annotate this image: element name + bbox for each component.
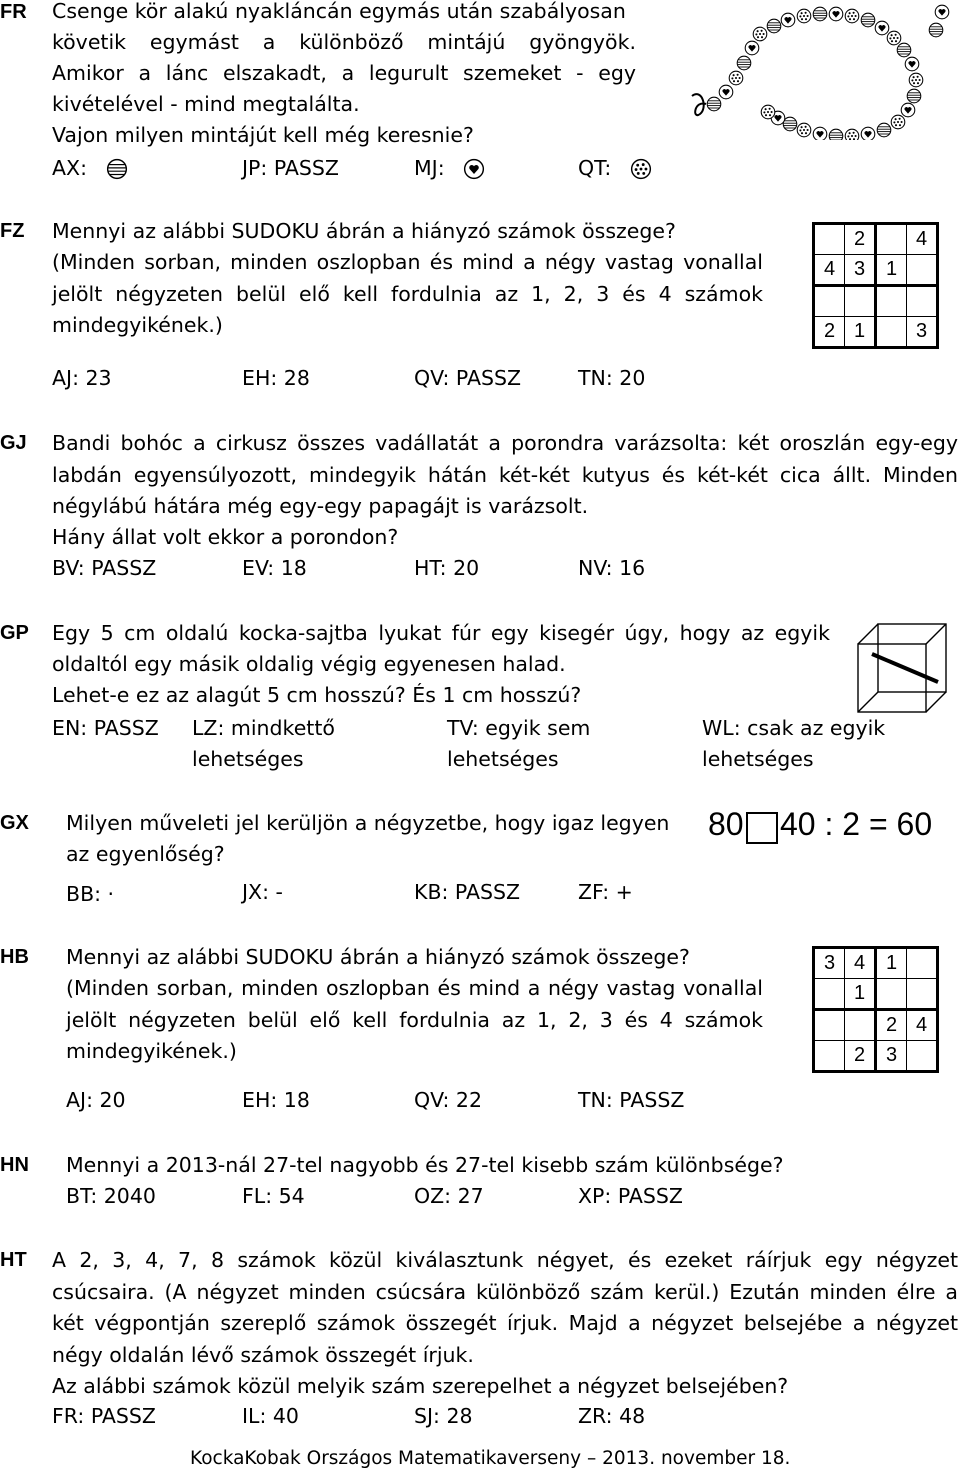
sudoku-cell [814,1041,845,1072]
dotted-bead-icon [630,158,652,180]
sudoku-cell [907,1041,938,1072]
answer-option: JP: PASSZ [242,156,339,180]
answer-option: BV: PASSZ [52,556,157,580]
answer-option: QV: PASSZ [414,366,522,390]
sudoku-cell [876,286,907,317]
answer-option: ZR: 48 [578,1404,646,1428]
answer-option: AJ: 23 [52,366,112,390]
heart-bead-icon [463,158,485,180]
fr-text-line: követik egymást a különböző mintájú gyöngyök. [52,30,636,54]
necklace-bead [829,129,843,140]
equation-right-side: 40 : 2 = 60 [780,806,933,842]
necklace-bead [909,73,923,87]
necklace-bead [707,97,721,111]
answer-option: BT: 2040 [66,1184,156,1208]
gp-text-line: Egy 5 cm oldalú kocka-sajtba lyukat fúr egy kisegér úgy, hogy az egyik [52,621,830,645]
problem-code-fr: FR [0,1,27,23]
sudoku-grid [812,946,939,1073]
answer-option: MJ: [414,156,485,180]
equation-left-number: 80 [708,806,744,842]
sudoku-cell: 1 [845,979,876,1010]
necklace-bead [935,5,949,19]
sudoku-cell: 2 [845,1041,876,1072]
necklace-bead [891,115,905,129]
necklace-bead [797,123,811,137]
sudoku-cell: 1 [876,948,907,979]
sudoku-cell: 4 [814,255,845,286]
gx-text-line: Milyen műveleti jel kerüljön a négyzetbe, hogy igaz legyen [66,811,670,835]
gj-text: Bandi bohóc a cirkusz összes vadállatát a porondra varázsolta: két oroszlán egy-egy labdán egyensúlyozott, mindegyik hátán két-két kutyus és két-két cica állt. Minden négylábú hátára még egy-egy papagájt is varázsolt. [52,431,958,518]
necklace-bead [753,27,767,41]
page-footer: KockaKobak Országos Matematikaverseny – 2013. november 18. [190,1448,791,1469]
necklace-bead [729,71,743,85]
answer-option: TV: egyik sem lehetséges [447,716,591,771]
answer-option: KB: PASSZ [414,880,521,904]
fz-instructions: (Minden sorban, minden oszlopban és mind a négy vastag vonallal jelölt négyzeten belül elő kell fordulnia az 1, 2, 3 és 4 számok mindegyikének.) [52,250,763,337]
problem-code-fz: FZ [0,220,25,242]
problem-code-gx: GX [0,812,29,834]
answer-option: IL: 40 [242,1404,299,1428]
sudoku-cell: 1 [876,255,907,286]
sudoku-cell: 4 [907,1010,938,1041]
sudoku-cell [814,1010,845,1041]
necklace-bead [905,57,919,71]
answer-option: AX: [52,156,128,180]
hb-instructions: (Minden sorban, minden oszlopban és mind a négy vastag vonallal jelölt négyzeten belül elő kell fordulnia az 1, 2, 3 és 4 számok mindegyikének.) [66,976,763,1063]
necklace-bead [719,85,733,99]
sudoku-cell: 2 [814,317,845,348]
gx-text-line: az egyenlőség? [66,842,225,866]
answer-option: XP: PASSZ [578,1184,683,1208]
sudoku-cell: 4 [907,224,938,255]
problem-code-hb: HB [0,946,29,968]
sudoku-cell: 2 [876,1010,907,1041]
answer-option: EN: PASSZ [52,716,159,740]
answer-option: OZ: 27 [414,1184,484,1208]
sudoku-cell: 2 [845,224,876,255]
answer-option: ZF: + [578,880,633,904]
sudoku-cell [907,979,938,1010]
sudoku-cell [845,1010,876,1041]
answer-option: QV: 22 [414,1088,482,1112]
answer-option: FL: 54 [242,1184,305,1208]
answer-option: QT: [578,156,652,180]
fr-text-line: kivételével - mind megtalálta. [52,92,360,116]
necklace-bead [845,9,859,23]
necklace-bead [887,31,901,45]
answer-option: EV: 18 [242,556,307,580]
sudoku-cell: 3 [876,1041,907,1072]
necklace-bead [797,9,811,23]
answer-option: SJ: 28 [414,1404,473,1428]
answer-option: FR: PASSZ [52,1404,156,1428]
sudoku-cell [814,224,845,255]
sudoku-cell [876,979,907,1010]
sudoku-cell [907,255,938,286]
sudoku-cell: 3 [907,317,938,348]
fr-text-line: Vajon milyen mintájút kell még keresnie? [52,123,474,147]
ht-text: A 2, 3, 4, 7, 8 számok közül kiválasztunk négyet, és ezeket ráírjuk egy négyzet csúcsaira. (A négyzet minden csúcsára különböző szám kerül.) Ezután minden élre a két végpontján szereplő számok összegét írjuk. Majd a négyzet belsejébe a négyzet négy oldalán lévő számok összegét írjuk. [52,1248,958,1367]
answer-option: EH: 28 [242,366,310,390]
sudoku-cell: 4 [845,948,876,979]
gp-text-line: Lehet-e ez az alagút 5 cm hosszú? És 1 cm hosszú? [52,683,582,707]
sudoku-cell [814,286,845,317]
answer-option: LZ: mindkettő lehetséges [192,716,335,771]
answer-option: TN: PASSZ [578,1088,685,1112]
sudoku-cell [845,286,876,317]
necklace-bead [813,127,827,140]
necklace-bead [861,13,875,27]
gp-text-line: oldaltól egy másik oldalig végig egyenesen halad. [52,652,566,676]
striped-bead-icon [106,158,128,180]
ht-question: Az alábbi számok közül melyik szám szerepelhet a négyzet belsejében? [52,1374,789,1398]
necklace-bead [737,56,751,70]
necklace-bead [907,89,921,103]
sudoku-cell: 1 [845,317,876,348]
fr-text-line: Csenge kör alakú nyakláncán egymás után szabályosan [52,0,626,23]
necklace-bead [901,103,915,117]
problem-code-gj: GJ [0,432,27,454]
necklace-bead [845,129,859,140]
sudoku-grid [812,222,939,349]
necklace-bead [877,123,891,137]
sudoku-cell [814,979,845,1010]
necklace-bead [829,7,843,21]
gj-question: Hány állat volt ekkor a porondon? [52,525,399,549]
answer-option: JX: - [242,880,283,904]
operator-box [746,812,778,844]
sudoku-cell [907,286,938,317]
fr-text-line: Amikor a lánc elszakadt, a legurult szemeket - egy [52,61,636,85]
necklace-bead [929,23,943,37]
sudoku-cell [876,224,907,255]
hn-question: Mennyi a 2013-nál 27-tel nagyobb és 27-tel kisebb szám különbsége? [66,1153,784,1177]
answer-option: AJ: 20 [66,1088,126,1112]
necklace-bead [781,13,795,27]
problem-code-hn: HN [0,1154,29,1176]
necklace-bead [767,19,781,33]
necklace-bead [783,117,797,131]
answer-option: WL: csak az egyik lehetséges [702,716,886,771]
answer-option: HT: 20 [414,556,480,580]
necklace-bead [761,105,775,119]
sudoku-cell: 3 [814,948,845,979]
bead-necklace-illustration [686,0,960,140]
necklace-bead [861,127,875,140]
necklace-bead [897,43,911,57]
necklace-bead [813,7,827,21]
necklace-bead [745,41,759,55]
answer-option: BB: · [66,882,115,906]
fz-question: Mennyi az alábbi SUDOKU ábrán a hiányzó számok összege? [52,219,676,243]
sudoku-cell [876,317,907,348]
problem-code-gp: GP [0,622,29,644]
sudoku-cell [907,948,938,979]
answer-option: EH: 18 [242,1088,310,1112]
answer-option: NV: 16 [578,556,646,580]
cube-with-tunnel-figure [852,618,952,718]
problem-code-ht: HT [0,1249,27,1271]
hb-question: Mennyi az alábbi SUDOKU ábrán a hiányzó számok összege? [66,945,690,969]
answer-option: TN: 20 [578,366,646,390]
sudoku-cell: 3 [845,255,876,286]
necklace-bead [875,21,889,35]
